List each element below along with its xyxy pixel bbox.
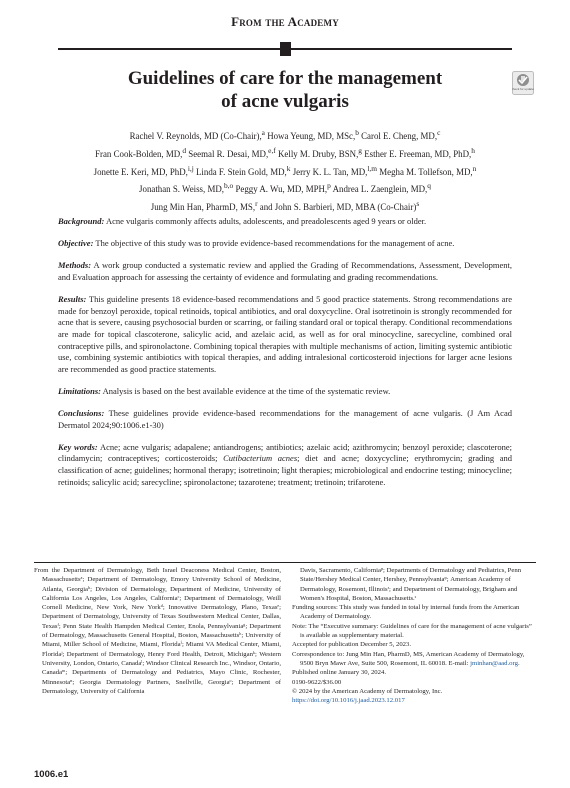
author: Seemal R. Desai, MD,$^{e,f}$ <box>188 145 276 159</box>
abstract-methods: Methods: A work group conducted a systematic review and applied the Grading of Recommendations, Assessment, Development, and Evaluation approach for assessing the certainty of evidence and formulating and grading recommendations. <box>58 260 513 282</box>
author: Carol E. Cheng, MD,$^c$ <box>361 128 441 141</box>
affiliations-continued: Davis, Sacramento, Californiaᵖ; Departments of Dermatology and Pediatrics, Penn State/Hershey Medical Center, Hershey, Pennsylvaniaᵠ; American Academy of Dermatology, Rosemont, Illinoisʳ; and Department of Dermatology, Brigham and Women's Hospital, Boston, Massachusetts.ˢ <box>300 567 522 602</box>
author-list <box>50 126 520 215</box>
abstract <box>58 216 512 499</box>
correspondence: Correspondence to: Jung Min Han, PharmD, MS, American Academy of Dermatology, 9500 Bryn Mawr Ave, Suite 500, Rosemont, IL 60018. E-mail: jminhan@aad.org. <box>292 650 525 667</box>
doi-link[interactable]: https://doi.org/10.1016/j.jaad.2023.12.017 <box>292 697 405 705</box>
funding-note: Funding sources: This study was funded in total by internal funds from the American Academy of Dermatology. <box>292 604 520 621</box>
abstract-background: Background: Acne vulgaris commonly affects adults, adolescents, and preadolescents aged 9 years or older. <box>58 216 427 226</box>
author: Kelly M. Druby, BSN,$^g$ <box>278 145 362 159</box>
author: Megha M. Tollefson, MD,$^n$ <box>379 163 477 177</box>
supplementary-note: Note: The “Executive summary: Guidelines of care for the management of acne vulgaris” is available as supplementary material. <box>292 622 532 640</box>
affiliations-footnote: From the Department of Dermatology, Beth Israel Deaconess Medical Center, Boston, Massachusettsᵃ; Department of Dermatology, Emory University School of Medicine, Atlanta, Georgiaᵇ; Division of Dermatology, Department of Medicine, University of California Los Angeles, Los Angeles, Californiaᶜ; Department of Dermatology, Weill Cornell Medicine, New York, New Yorkᵈ; Innovative Dermatology, Plano, Texasᵉ; Department of Dermatology, University of Texas Southwestern Medical Center, Dallas, Texasᶠ; Penn State Health Hampden Medical Center, Enola, Pennsylvaniaᵍ; Department of Dermatology, Massachusetts General Hospital, Boston, Massachusettsʰ; University of Miami, Miller School of Medicine, Miami, Floridaⁱ; Miami VA Medical Center, Miami, Floridaʲ; Department of Dermatology, Henry Ford Health, Detroit, Michiganᵏ; Western University, London, Ontario, Canadaˡ; Windsor Clinical Research Inc., Windsor, Ontario, Canadaᵐ; Departments of Dermatology and Pediatrics, Mayo Clinic, Rochester, Minnesotaⁿ; Georgia Dermatology Partners, Snellville, Georgiaᵒ; Department of Dermatology, University of California <box>34 567 281 695</box>
check-for-updates-badge[interactable] <box>512 71 534 95</box>
svg-text:Check for updates: Check for updates <box>512 87 534 91</box>
copyright: © 2024 by the American Academy of Dermatology, Inc. <box>292 687 443 695</box>
rule-marker <box>280 42 291 56</box>
abstract-results: Results: This guideline presents 18 evidence-based recommendations and 5 good practice statements. Strong recommendations are made for benzoyl peroxide, topical retinoids, topical antibiotics, and oral doxycycline. Oral isotretinoin is strongly recommended for acne that is severe, causing psychosocial burden or scarring, or failing standard oral or topical therapy. Conditional recommendations are made for topical clascoterone, salicylic acid, and azelaic acid, as well as for oral minocycline, sarecycline, combined oral contraceptive pills, and spironolactone. Combining topical therapies with multiple mechanisms of action, limiting systemic antibiotic use, combining systemic antibiotics with topical therapies, and adding intralesional corticosteroid injections for larger acne lesions are recommended as good practice statements. <box>58 294 512 374</box>
article-title <box>80 67 490 113</box>
author: Jonette E. Keri, MD, PhD,$^{i,j}$ <box>93 163 194 177</box>
title-line-1: Guidelines of care for the management <box>127 68 443 89</box>
author: Howa Yeung, MD, MSc,$^b$ <box>267 128 359 141</box>
abstract-objective: Objective: The objective of this study was to provide evidence-based recommendations for the management of acne. <box>58 238 455 249</box>
author: Fran Cook-Bolden, MD,$^d$ <box>95 145 187 159</box>
article-info-footnote <box>292 566 536 705</box>
author: Linda F. Stein Gold, MD,$^k$ <box>196 163 291 177</box>
abstract-keywords: Key words: Acne; acne vulgaris; adapalene; antiandrogens; antibiotics; azelaic acid; azithromycin; benzoyl peroxide; clascoterone; clindamycin; contraceptives; corticosteroids; Cutibacterium acnes; diet and acne; doxycycline; erythromycin; grading and classification of acne; guidelines; hormonal therapy; isotretinoin; light therapies; microbiological and endocrine testing; minocycline; retinoids; salicylic acid; sarecycline; spironolactone; tazarotene; treatment; tretinoin; trifarotene. <box>58 441 512 487</box>
author: Jung Min Han, PharmD, MS,$^r$ <box>150 199 258 213</box>
accepted-date: Accepted for publication December 5, 2023. <box>292 641 412 649</box>
published-date: Published online January 30, 2024. <box>292 669 386 677</box>
author: Jerry K. L. Tan, MD,$^{l,m}$ <box>292 163 378 177</box>
email-link[interactable]: jminhan@aad.org <box>470 659 518 667</box>
author: Rachel V. Reynolds, MD (Co-Chair),$^a$ <box>129 128 265 141</box>
abstract-limitations: Limitations: Analysis is based on the best available evidence at the time of the systematic review. <box>58 385 391 396</box>
crossmark-icon <box>512 71 534 95</box>
page-number: 1006.e1 <box>34 769 69 780</box>
author: Andrea L. Zaenglein, MD,$^q$ <box>332 181 431 195</box>
author: and John S. Barbieri, MD, MBA (Co-Chair)$^s$ <box>259 199 420 213</box>
abstract-conclusions: Conclusions: These guidelines provide evidence-based recommendations for the management of acne vulgaris. (J Am Acad Dermatol 2024;90:1006.e1-30) <box>58 408 512 430</box>
issn: 0190-9622/$36.00 <box>292 678 342 686</box>
heading-rule <box>58 42 512 56</box>
author: Peggy A. Wu, MD, MPH,$^p$ <box>235 181 331 195</box>
section-heading: From the Academy <box>231 14 339 29</box>
author: Esther E. Freeman, MD, PhD,$^h$ <box>364 145 475 159</box>
title-line-2: of acne vulgaris <box>221 91 349 112</box>
footnote-divider <box>34 562 536 563</box>
author: Jonathan S. Weiss, MD,$^{b,o}$ <box>139 181 234 195</box>
